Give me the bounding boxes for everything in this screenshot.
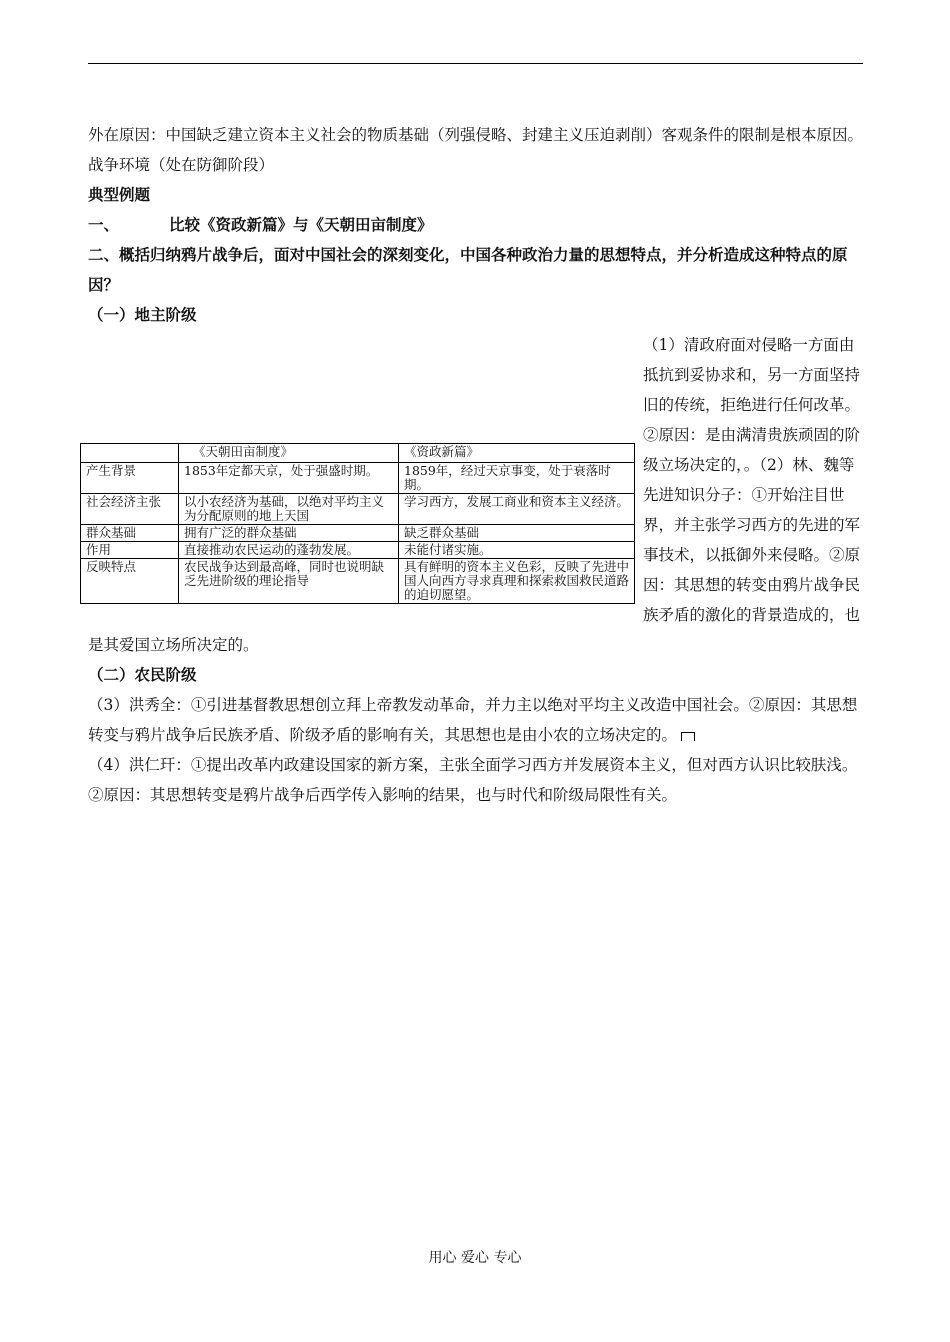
table-cell: 群众基础 bbox=[81, 525, 179, 542]
table-header-row bbox=[81, 444, 635, 463]
table-cell: 产生背景 bbox=[81, 463, 179, 494]
paragraph-hong-rengan: （4）洪仁玕：①提出改革内政建设国家的新方案，主张全面学习西方并发展资本主义，但对西方认识比较肤浅。②原因：其思想转变是鸦片战争后西学传入影响的结果，也与时代和阶级局限性有关。 bbox=[88, 756, 858, 804]
table-cell: 学习西方，发展工商业和资本主义经济。 bbox=[399, 494, 635, 525]
question-one-number: 一、 bbox=[88, 216, 120, 234]
question-two: 二、概括归纳鸦片战争后，面对中国社会的深刻变化，中国各种政治力量的思想特点，并分析造成这种特点的原因？ bbox=[88, 246, 848, 294]
question-one-text: 比较《资政新篇》与《天朝田亩制度》 bbox=[169, 216, 433, 234]
paragraph-hong-xiuquan: （3）洪秀全：①引进基督教思想创立拜上帝教发动革命，并力主以绝对平均主义改造中国社会。②原因：其思想转变与鸦片战争后民族矛盾、阶级矛盾的影响有关，其思想也是由小农的立场决定的。 bbox=[88, 696, 858, 744]
comparison-table bbox=[80, 443, 635, 604]
table-cell: 拥有广泛的群众基础 bbox=[179, 525, 399, 542]
table-row bbox=[81, 463, 635, 494]
table-row bbox=[81, 559, 635, 604]
table-cell: 以小农经济为基础，以绝对平均主义为分配原则的地上天国 bbox=[179, 494, 399, 525]
table-header-cell: 《资政新篇》 bbox=[399, 444, 635, 463]
bracket-mark-icon bbox=[681, 732, 695, 741]
table-cell: 反映特点 bbox=[81, 559, 179, 604]
subheading-peasant-class: （二）农民阶级 bbox=[88, 666, 197, 684]
page-footer: 用心 爱心 专心 bbox=[428, 1250, 522, 1266]
table-cell: 1859年，经过天京事变，处于衰落时期。 bbox=[399, 463, 635, 494]
header-rule bbox=[88, 63, 863, 64]
table-cell: 1853年定都天京，处于强盛时期。 bbox=[179, 463, 399, 494]
heading-typical-examples: 典型例题 bbox=[88, 186, 151, 204]
table-cell: 直接推动农民运动的蓬勃发展。 bbox=[179, 542, 399, 559]
table-cell: 未能付诸实施。 bbox=[399, 542, 635, 559]
question-one bbox=[88, 210, 863, 240]
table-header-cell: 《天朝田亩制度》 bbox=[179, 444, 399, 463]
table-cell: 缺乏群众基础 bbox=[399, 525, 635, 542]
paragraph-landlord-text: （1）清政府面对侵略一方面由抵抗到妥协求和，另一方面坚持旧的传统，拒绝进行任何改革。②原因：是由满清贵族顽固的阶级立场决定的，。（2）林、魏等先进知识分子：①开始注目世界，并主张学习西方的先进的军事技术，以抵御外来侵略。②原因：其思想的转变由鸦片战争民族矛盾的激化的背景造成的，也是其爱国立场所决定的。 bbox=[88, 336, 861, 654]
table-row bbox=[81, 525, 635, 542]
subheading-landlord-class: （一）地主阶级 bbox=[88, 306, 197, 324]
table-cell: 农民战争达到最高峰，同时也说明缺乏先进阶级的理论指导 bbox=[179, 559, 399, 604]
table-cell: 具有鲜明的资本主义色彩，反映了先进中国人向西方寻求真理和探索救国救民道路的迫切愿望。 bbox=[399, 559, 635, 604]
table-row bbox=[81, 494, 635, 525]
table-row bbox=[81, 542, 635, 559]
table-header-cell bbox=[81, 444, 179, 463]
table-cell: 社会经济主张 bbox=[81, 494, 179, 525]
paragraph-war-environment: 战争环境（处在防御阶段） bbox=[88, 156, 275, 174]
paragraph-external-causes: 外在原因：中国缺乏建立资本主义社会的物质基础（列强侵略、封建主义压迫剥削）客观条件的限制是根本原因。 bbox=[88, 126, 864, 144]
table-cell: 作用 bbox=[81, 542, 179, 559]
